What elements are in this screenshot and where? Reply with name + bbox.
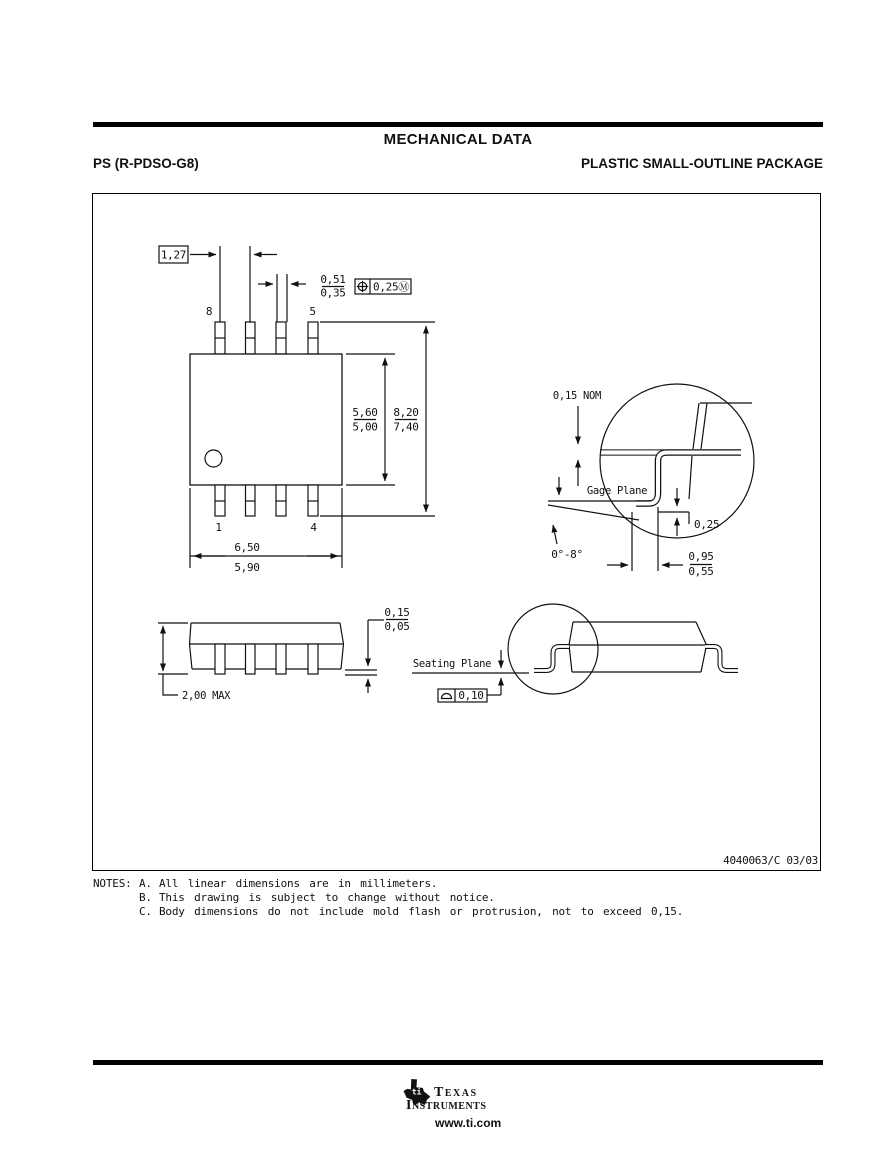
lead-detail-view (548, 384, 754, 571)
seating-plane-label: Seating Plane (412, 658, 492, 670)
note-text: All linear dimensions are in millimeters. (159, 877, 438, 890)
pin-number-5: 5 (309, 305, 316, 318)
pitch-value: 1,27 (160, 248, 187, 262)
lead-thickness: 0,15 NOM (552, 390, 602, 402)
brand-instruments: Instruments (406, 1098, 487, 1113)
note-text: Body dimensions do not include mold flash or protrusion, not to exceed 0,15. (159, 904, 684, 918)
lead-span-max: 8,20 (393, 406, 419, 419)
body-width-min: 5,00 (352, 420, 378, 434)
lead-width-max: 0,51 (320, 273, 346, 286)
doc-number: 4040063/C 03/03 (723, 854, 818, 867)
position-symbol-icon (357, 281, 368, 292)
seating-view (412, 604, 738, 702)
package-code: PS (R-PDSO-G8) (93, 156, 199, 171)
pin-number-4: 4 (310, 521, 317, 534)
flatness-value: 0,10 (458, 689, 484, 702)
package-drawing (93, 194, 819, 869)
body-length-max: 6,50 (234, 541, 260, 554)
page-title: MECHANICAL DATA (383, 131, 533, 148)
lead-detail-text (551, 390, 719, 578)
pin-number-8: 8 (205, 305, 213, 318)
bottom-rule (93, 1060, 823, 1065)
foot-length-min: 0,55 (688, 565, 714, 578)
position-tolerance-value: 0,25Ⓜ (373, 280, 409, 294)
foot-length-max: 0,95 (688, 550, 714, 563)
body-length-min: 5,90 (234, 561, 260, 574)
website-link[interactable]: www.ti.com (435, 1116, 502, 1130)
gage-plane-label: Gage Plane (586, 485, 648, 497)
standoff-max: 0,15 (384, 606, 410, 619)
surface-profile-icon (442, 694, 452, 699)
note-id: A. (139, 877, 152, 890)
foot-angle: 0°-8° (551, 548, 583, 561)
lead-span-min: 7,40 (393, 420, 419, 434)
ti-monogram: ti (411, 1086, 422, 1097)
gage-offset: 0,25 (694, 518, 720, 531)
body-width-max: 5,60 (352, 406, 378, 419)
package-body (190, 354, 342, 485)
notes-block (93, 877, 803, 918)
detail-circle (600, 384, 754, 538)
side-view (158, 620, 408, 696)
top-pins (215, 322, 318, 354)
package-type: PLASTIC SMALL-OUTLINE PACKAGE (581, 156, 823, 171)
bottom-pins (215, 485, 318, 516)
notes-label: NOTES: (93, 877, 132, 890)
lead-bend-outline (636, 453, 741, 504)
pin-number-1: 1 (215, 521, 222, 534)
brand-texas: Texas (434, 1085, 478, 1100)
top-rule (93, 122, 823, 127)
drawing-frame (92, 193, 821, 871)
note-id: B. (139, 890, 152, 904)
max-height: 2,00 MAX (182, 690, 231, 702)
seating-view-text (413, 658, 818, 867)
note-id: C. (139, 904, 152, 918)
lead-width-min: 0,35 (320, 286, 346, 300)
standoff-min: 0,05 (384, 620, 410, 633)
ti-logo (400, 1076, 530, 1136)
note-text: This drawing is subject to change without notice. (159, 890, 495, 904)
